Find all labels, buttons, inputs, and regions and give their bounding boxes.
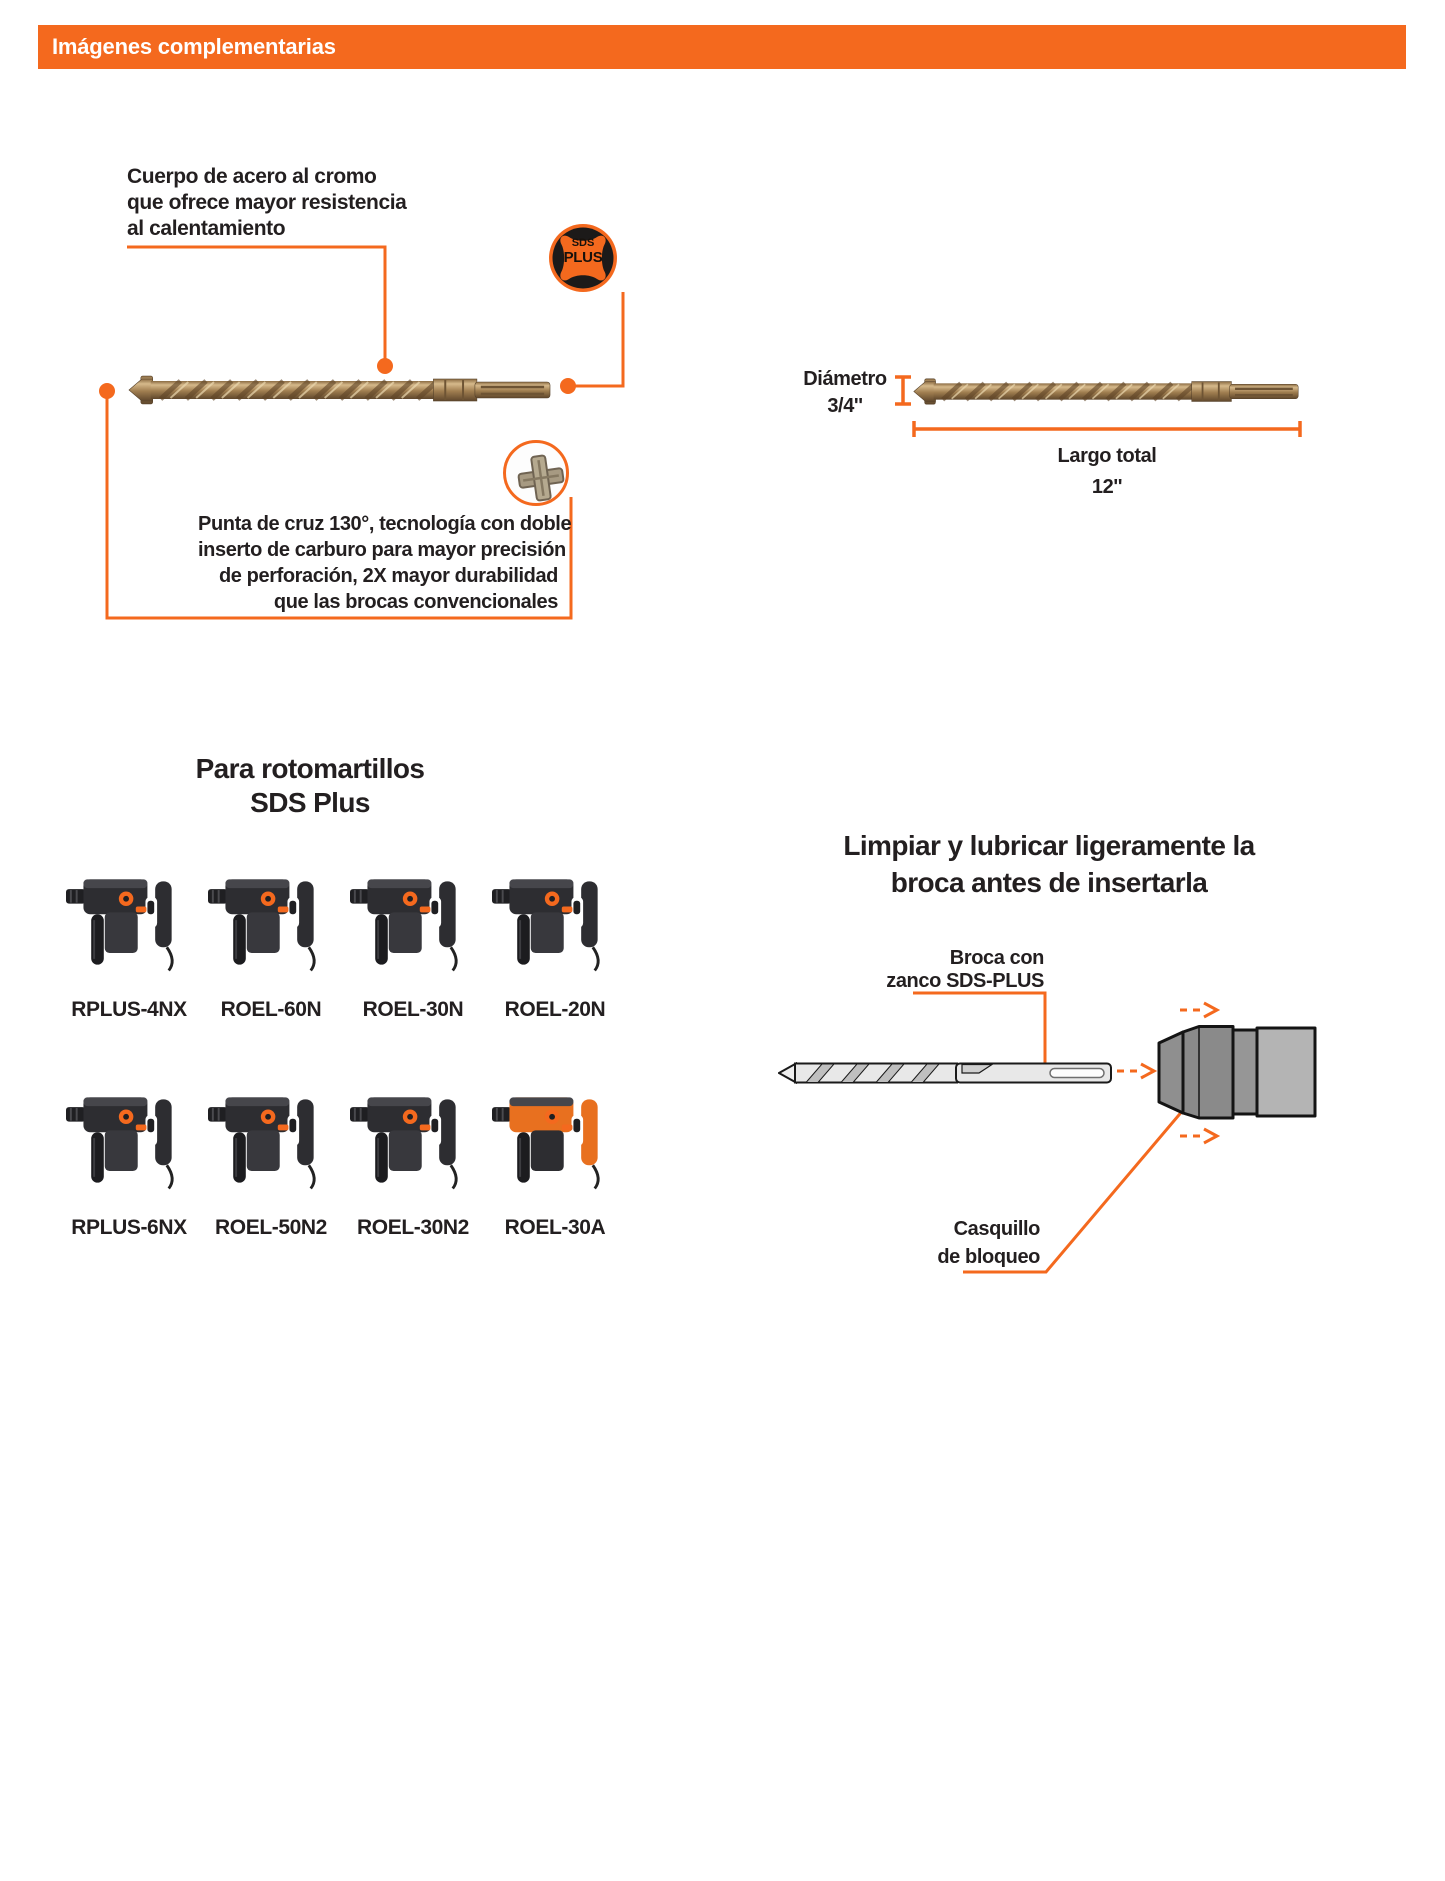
- model-label: ROEL-30N: [362, 998, 464, 1021]
- diameter-label: [784, 366, 906, 420]
- hammer-item: [342, 1078, 484, 1240]
- rotary-hammer-image: [208, 1078, 334, 1204]
- dimension-text: Diámetro: [803, 368, 887, 390]
- model-label: ROEL-50N2: [215, 1216, 327, 1239]
- rotary-hammer-image: [492, 1078, 618, 1204]
- model-label: ROEL-20N: [504, 998, 606, 1021]
- hammer-item: [200, 860, 342, 1022]
- length-label: [1027, 441, 1187, 503]
- heading-line: broca antes de insertarla: [890, 867, 1208, 898]
- callout-line: Punta de cruz 130°, tecnología con doble: [198, 513, 572, 535]
- callout-dot: [99, 383, 115, 399]
- hammer-item: [342, 860, 484, 1022]
- cross-tip-icon: [507, 444, 575, 512]
- locking-sleeve-label: [840, 1215, 1040, 1271]
- insertion-heading: [799, 827, 1299, 901]
- sds-plus-badge-text: [548, 237, 618, 266]
- model-label: ROEL-30A: [504, 1216, 606, 1239]
- section-title: Imágenes complementarias: [52, 34, 336, 59]
- body-callout-line: [127, 247, 385, 362]
- callout-dot: [560, 378, 576, 394]
- drill-bit-photo: [127, 374, 552, 406]
- dimension-value: 3/4'': [827, 395, 863, 417]
- label-line: Casquillo: [953, 1218, 1040, 1240]
- chuck-illustration: [1157, 1025, 1319, 1120]
- dimension-value: 12'': [1091, 476, 1123, 498]
- section-header-bar: [38, 25, 1406, 69]
- drill-bit-illustration: [778, 1062, 1113, 1084]
- label-line: Broca con: [949, 947, 1044, 969]
- bit-label-line: [913, 993, 1045, 1066]
- model-label: ROEL-60N: [220, 998, 322, 1021]
- heading-line: Limpiar y lubricar ligeramente la: [843, 830, 1255, 861]
- label-line: zanco SDS-PLUS: [886, 970, 1044, 992]
- callout-line: de perforación, 2X mayor durabilidad: [218, 565, 558, 587]
- hammer-item: [58, 860, 200, 1022]
- hammer-item: [484, 860, 626, 1022]
- callout-line: que ofrece mayor resistencia: [127, 191, 407, 214]
- cross-tip-detail-circle: [503, 440, 569, 506]
- body-callout-text: [127, 164, 406, 242]
- length-dimension-line: [914, 421, 1300, 437]
- hammer-row-2: [58, 1078, 626, 1240]
- rotary-hammer-image: [66, 1078, 192, 1204]
- callout-line: Cuerpo de acero al cromo: [127, 165, 377, 188]
- heading-line: Para rotomartillos: [195, 753, 425, 784]
- callout-line: inserto de carburo para mayor precisión: [198, 539, 566, 561]
- hammer-item: [58, 1078, 200, 1240]
- label-line: de bloqueo: [937, 1246, 1040, 1268]
- badge-line: PLUS: [563, 249, 603, 266]
- callout-dot: [377, 358, 393, 374]
- rotary-hammer-image: [350, 1078, 476, 1204]
- callout-line: que las brocas convencionales: [273, 591, 558, 613]
- model-label: RPLUS-6NX: [71, 1216, 187, 1239]
- rotary-hammer-image: [492, 860, 618, 986]
- rotary-hammer-image: [350, 860, 476, 986]
- hammers-heading: [135, 752, 485, 820]
- badge-callout-line: [568, 292, 623, 386]
- hammer-item: [200, 1078, 342, 1240]
- heading-line: SDS Plus: [250, 787, 370, 818]
- rotary-hammer-image: [66, 860, 192, 986]
- sds-plus-badge: [548, 223, 618, 293]
- model-label: RPLUS-4NX: [71, 998, 187, 1021]
- badge-line: SDS: [571, 237, 595, 249]
- dimension-text: Largo total: [1057, 445, 1157, 467]
- hammer-row-1: [58, 860, 626, 1022]
- tip-callout-text: [198, 511, 572, 615]
- hammer-item: [484, 1078, 626, 1240]
- model-label: ROEL-30N2: [357, 1216, 469, 1239]
- callout-line: al calentamiento: [127, 217, 286, 240]
- bit-shank-label: [844, 947, 1044, 993]
- drill-bit-photo-small: [912, 377, 1300, 406]
- rotary-hammer-image: [208, 860, 334, 986]
